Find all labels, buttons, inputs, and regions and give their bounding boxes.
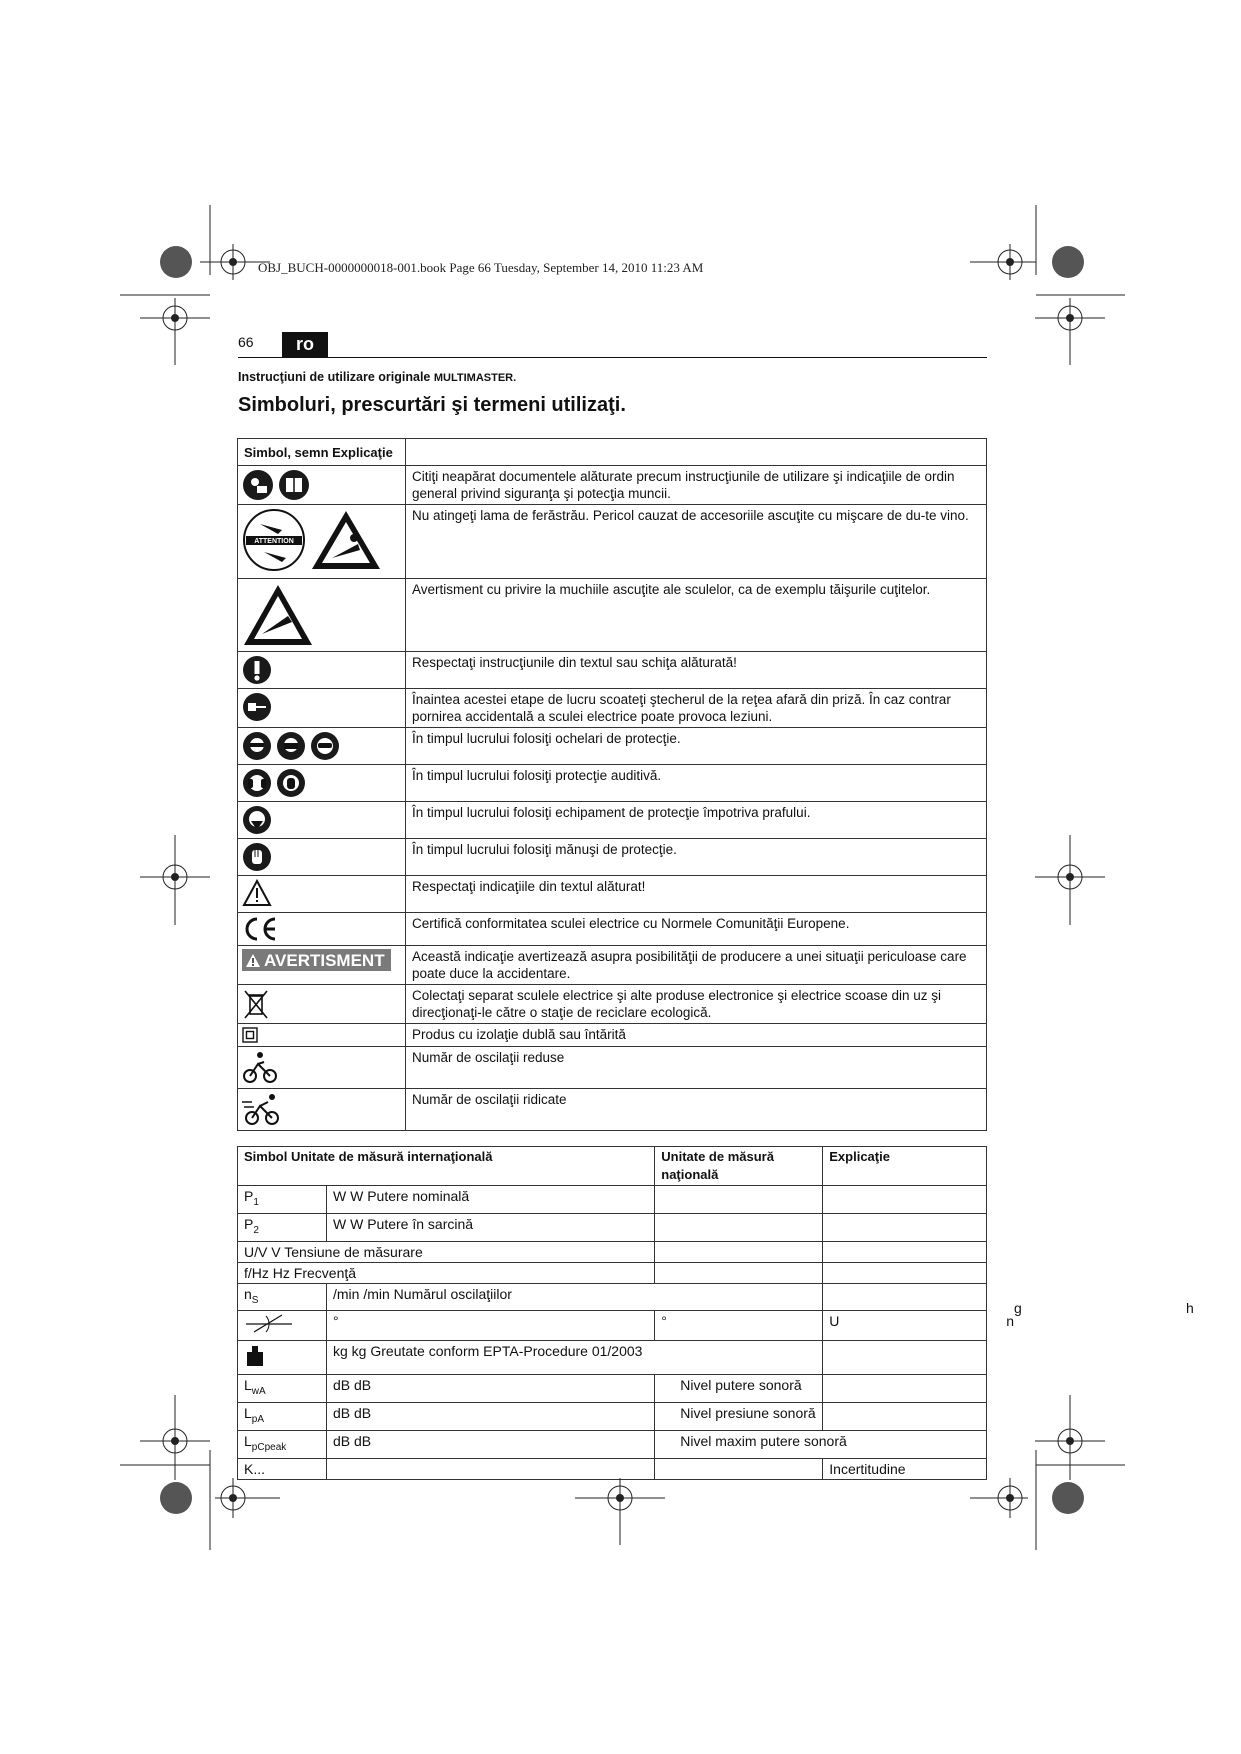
unit-national xyxy=(655,1458,823,1479)
unit-international: ° xyxy=(327,1311,655,1341)
table-row xyxy=(238,1283,987,1311)
book-info: OBJ_BUCH-0000000018-001.book Page 66 Tuesday, September 14, 2010 11:23 AM xyxy=(258,260,704,275)
read-manual-icon xyxy=(242,469,274,501)
table-row xyxy=(238,1375,987,1403)
symbol-explanation: În timpul lucrului folosiţi echipament de protecţie împotriva prafului. xyxy=(406,802,987,839)
angle-icon xyxy=(244,1312,294,1334)
units-header-national: Unitate de măsură naţională xyxy=(655,1147,823,1186)
symbol-explanation: Respectaţi indicaţiile din textul alăturat! xyxy=(406,876,987,913)
unit-symbol-letter: P xyxy=(244,1215,254,1232)
icon-cell xyxy=(238,689,406,728)
warning-small-icon xyxy=(245,953,261,968)
unit-explanation xyxy=(823,1186,987,1214)
attention-blade-icon xyxy=(242,508,306,572)
unit-international: dB dB xyxy=(327,1430,655,1458)
unit-symbol xyxy=(238,1283,327,1311)
warning-triangle-icon xyxy=(242,879,272,907)
face-shield-icon xyxy=(276,731,306,761)
table-row xyxy=(238,1341,987,1375)
manual-subtitle xyxy=(238,370,516,384)
weight-icon xyxy=(244,1342,266,1368)
icon-cell xyxy=(238,802,406,839)
unit-symbol: U/V V Tensiune de măsurare xyxy=(238,1241,655,1262)
table-row xyxy=(238,913,987,946)
table-row xyxy=(238,1430,987,1458)
unit-symbol xyxy=(238,1403,327,1431)
unit-symbol-sub: S xyxy=(251,1294,259,1306)
unit-symbol xyxy=(238,1341,327,1375)
units-table xyxy=(237,1146,1015,1480)
unit-national: Nivel presiune sonoră xyxy=(655,1403,823,1431)
unit-symbol xyxy=(238,1213,327,1241)
symbols-table-header-cell: Simbol, semn Explicaţie xyxy=(238,439,406,466)
double-insulation-icon xyxy=(242,1027,258,1043)
unit-international: /min /min Numărul oscilaţiilor xyxy=(327,1283,823,1311)
symbol-explanation: În timpul lucrului folosiţi mănuşi de protecţie. xyxy=(406,839,987,876)
ce-mark-icon xyxy=(242,916,278,942)
unit-explanation xyxy=(823,1283,987,1311)
unit-international: kg kg Greutate conform EPTA-Procedure 01/2003 xyxy=(327,1341,823,1375)
page-number: 66 xyxy=(238,334,254,350)
svg-text:ATTENTION: ATTENTION xyxy=(254,538,294,545)
table-row xyxy=(238,839,987,876)
exclamation-icon xyxy=(242,655,272,685)
unit-international: dB dB xyxy=(327,1375,655,1403)
unit-national: Nivel maxim putere sonoră xyxy=(655,1430,987,1458)
table-row xyxy=(238,1458,987,1479)
unit-explanation xyxy=(823,1375,987,1403)
icon-cell xyxy=(238,728,406,765)
unit-symbol: f/Hz Hz Frecvenţă xyxy=(238,1262,655,1283)
manual-book-icon xyxy=(278,469,310,501)
table-row xyxy=(238,1047,987,1089)
table-row xyxy=(238,1403,987,1431)
table-row xyxy=(238,728,987,765)
unit-explanation xyxy=(823,1213,987,1241)
table-row xyxy=(238,1024,987,1047)
unit-international xyxy=(327,1458,655,1479)
symbol-explanation: Colectaţi separat sculele electrice şi alte produse electronice şi electrice scoase din uz şi direcţionaţi-le către o staţie de reciclare ecologică. xyxy=(406,985,987,1024)
warning-saw-triangle-icon xyxy=(310,508,382,572)
units-table-header xyxy=(238,1147,987,1186)
page-title: Simboluri, prescurtări şi termeni utilizaţi. xyxy=(238,394,626,416)
symbol-explanation: Nu atingeţi lama de ferăstrău. Pericol cauzat de accesoriile ascuţite cu mişcare de du-te vino. xyxy=(406,505,987,579)
unit-symbol xyxy=(238,1186,327,1214)
icon-cell xyxy=(238,913,406,946)
symbol-explanation: Citiţi neapărat documentele alăturate precum instrucţiunile de utilizare şi indicaţiile de ordin general privind siguranţa şi potecţia muncii. xyxy=(406,466,987,505)
symbol-explanation: Această indicaţie avertizează asupra posibilităţii de producere a unei situaţii periculoase care poate duce la accidentare. xyxy=(406,946,987,985)
fast-cyclist-icon xyxy=(242,1092,282,1126)
symbols-table-header xyxy=(238,439,987,466)
ear-protection-icon xyxy=(276,768,306,798)
unit-symbol-letter: L xyxy=(244,1405,252,1422)
table-row xyxy=(238,579,987,652)
unit-explanation xyxy=(823,1241,987,1262)
unit-symbol xyxy=(238,1375,327,1403)
symbol-explanation: Avertisment cu privire la muchiile ascuţite ale sculelor, ca de exemplu tăişurile cuţitelor. xyxy=(406,579,987,652)
unit-international: dB dB xyxy=(327,1403,655,1431)
icon-cell xyxy=(238,765,406,802)
unit-symbol-letter: P xyxy=(244,1188,254,1204)
unit-symbol-sub: pCpeak xyxy=(251,1441,287,1453)
unit-symbol xyxy=(238,1311,327,1341)
table-row xyxy=(238,1262,987,1283)
avertisment-label-icon xyxy=(242,949,391,971)
table-row xyxy=(238,946,987,985)
unit-symbol-sub: 2 xyxy=(253,1224,259,1236)
units-header-explanation: Explicaţie xyxy=(823,1147,987,1186)
avertisment-label-text: AVERTISMENT xyxy=(264,950,385,970)
unit-symbol-letter: L xyxy=(244,1377,252,1394)
icon-cell xyxy=(238,1024,406,1047)
icon-cell xyxy=(238,839,406,876)
table-row xyxy=(238,652,987,689)
symbol-explanation: În timpul lucrului folosiţi ochelari de protecţie. xyxy=(406,728,987,765)
unit-national xyxy=(655,1213,823,1241)
table-row xyxy=(238,876,987,913)
icon-cell xyxy=(238,1089,406,1131)
unit-national xyxy=(655,1241,823,1262)
goggles-icon xyxy=(310,731,340,761)
warning-sharp-edge-icon xyxy=(242,582,314,648)
unit-national: Nivel putere sonoră xyxy=(655,1375,823,1403)
table-row xyxy=(238,1241,987,1262)
subtitle-brand: MULTIMASTER. xyxy=(433,372,517,384)
symbol-explanation: Produs cu izolaţie dublă sau întărită xyxy=(406,1024,987,1047)
icon-cell xyxy=(238,579,406,652)
table-row xyxy=(238,1186,987,1214)
header-rule xyxy=(238,357,987,358)
unit-explanation xyxy=(823,1262,987,1283)
table-row xyxy=(238,505,987,579)
symbol-explanation: Certifică conformitatea sculei electrice cu Normele Comunităţii Europene. xyxy=(406,913,987,946)
subtitle-prefix: Instrucţiuni de utilizare originale xyxy=(238,370,434,384)
unit-explanation-u: U xyxy=(829,1313,840,1330)
icon-cell xyxy=(238,985,406,1024)
icon-cell xyxy=(238,946,406,985)
unit-explanation xyxy=(823,1311,1015,1341)
unit-symbol-sub: 1 xyxy=(253,1196,259,1208)
unit-explanation xyxy=(823,1403,987,1431)
table-row xyxy=(238,1311,987,1341)
unit-symbol-letter: n xyxy=(244,1285,252,1302)
table-row xyxy=(238,689,987,728)
table-row xyxy=(238,765,987,802)
unit-national: ° xyxy=(655,1311,823,1341)
symbols-table-header-empty xyxy=(406,439,987,466)
unplug-icon xyxy=(242,692,272,722)
icon-cell xyxy=(238,1047,406,1089)
symbol-explanation: Înaintea acestei etape de lucru scoateţi ştecherul de la reţea afară din priză. În caz contrar pornirea accidentală a sculei electrice poate provoca leziuni. xyxy=(406,689,987,728)
symbol-explanation: Număr de oscilaţii reduse xyxy=(406,1047,987,1089)
unit-explanation: Incertitudine xyxy=(823,1458,987,1479)
unit-symbol-sub: pA xyxy=(251,1413,265,1425)
unit-explanation-n: n xyxy=(1006,1313,1015,1330)
safety-glasses-icon xyxy=(242,731,272,761)
table-row xyxy=(238,802,987,839)
gloves-icon xyxy=(242,842,272,872)
table-row xyxy=(238,985,987,1024)
table-row xyxy=(238,1213,987,1241)
icon-cell xyxy=(238,505,406,579)
unit-symbol xyxy=(238,1430,327,1458)
icon-cell xyxy=(238,652,406,689)
unit-national xyxy=(655,1186,823,1214)
unit-symbol-sub: wA xyxy=(251,1386,266,1398)
table-row xyxy=(238,466,987,505)
unit-national xyxy=(655,1262,823,1283)
table-row xyxy=(238,1089,987,1131)
dust-mask-icon xyxy=(242,805,272,835)
language-tag: ro xyxy=(282,332,328,357)
icon-cell xyxy=(238,876,406,913)
ear-muffs-icon xyxy=(242,768,272,798)
unit-international: W W Putere nominală xyxy=(327,1186,655,1214)
unit-symbol: K... xyxy=(238,1458,327,1479)
unit-explanation xyxy=(823,1341,987,1375)
unit-symbol-letter: L xyxy=(244,1432,252,1449)
units-header-symbol-intl: Simbol Unitate de măsură internaţională xyxy=(238,1147,655,1186)
icon-cell xyxy=(238,466,406,505)
symbol-explanation: Număr de oscilaţii ridicate xyxy=(406,1089,987,1131)
weee-bin-icon xyxy=(242,988,270,1020)
stray-char-h: h xyxy=(1186,1300,1194,1316)
unit-international: W W Putere în sarcină xyxy=(327,1213,655,1241)
stray-char-g: g xyxy=(1014,1300,1022,1316)
symbol-explanation: În timpul lucrului folosiţi protecţie auditivă. xyxy=(406,765,987,802)
slow-cyclist-icon xyxy=(242,1050,278,1084)
symbols-table xyxy=(237,438,987,1131)
symbol-explanation: Respectaţi instrucţiunile din textul sau schiţa alăturată! xyxy=(406,652,987,689)
